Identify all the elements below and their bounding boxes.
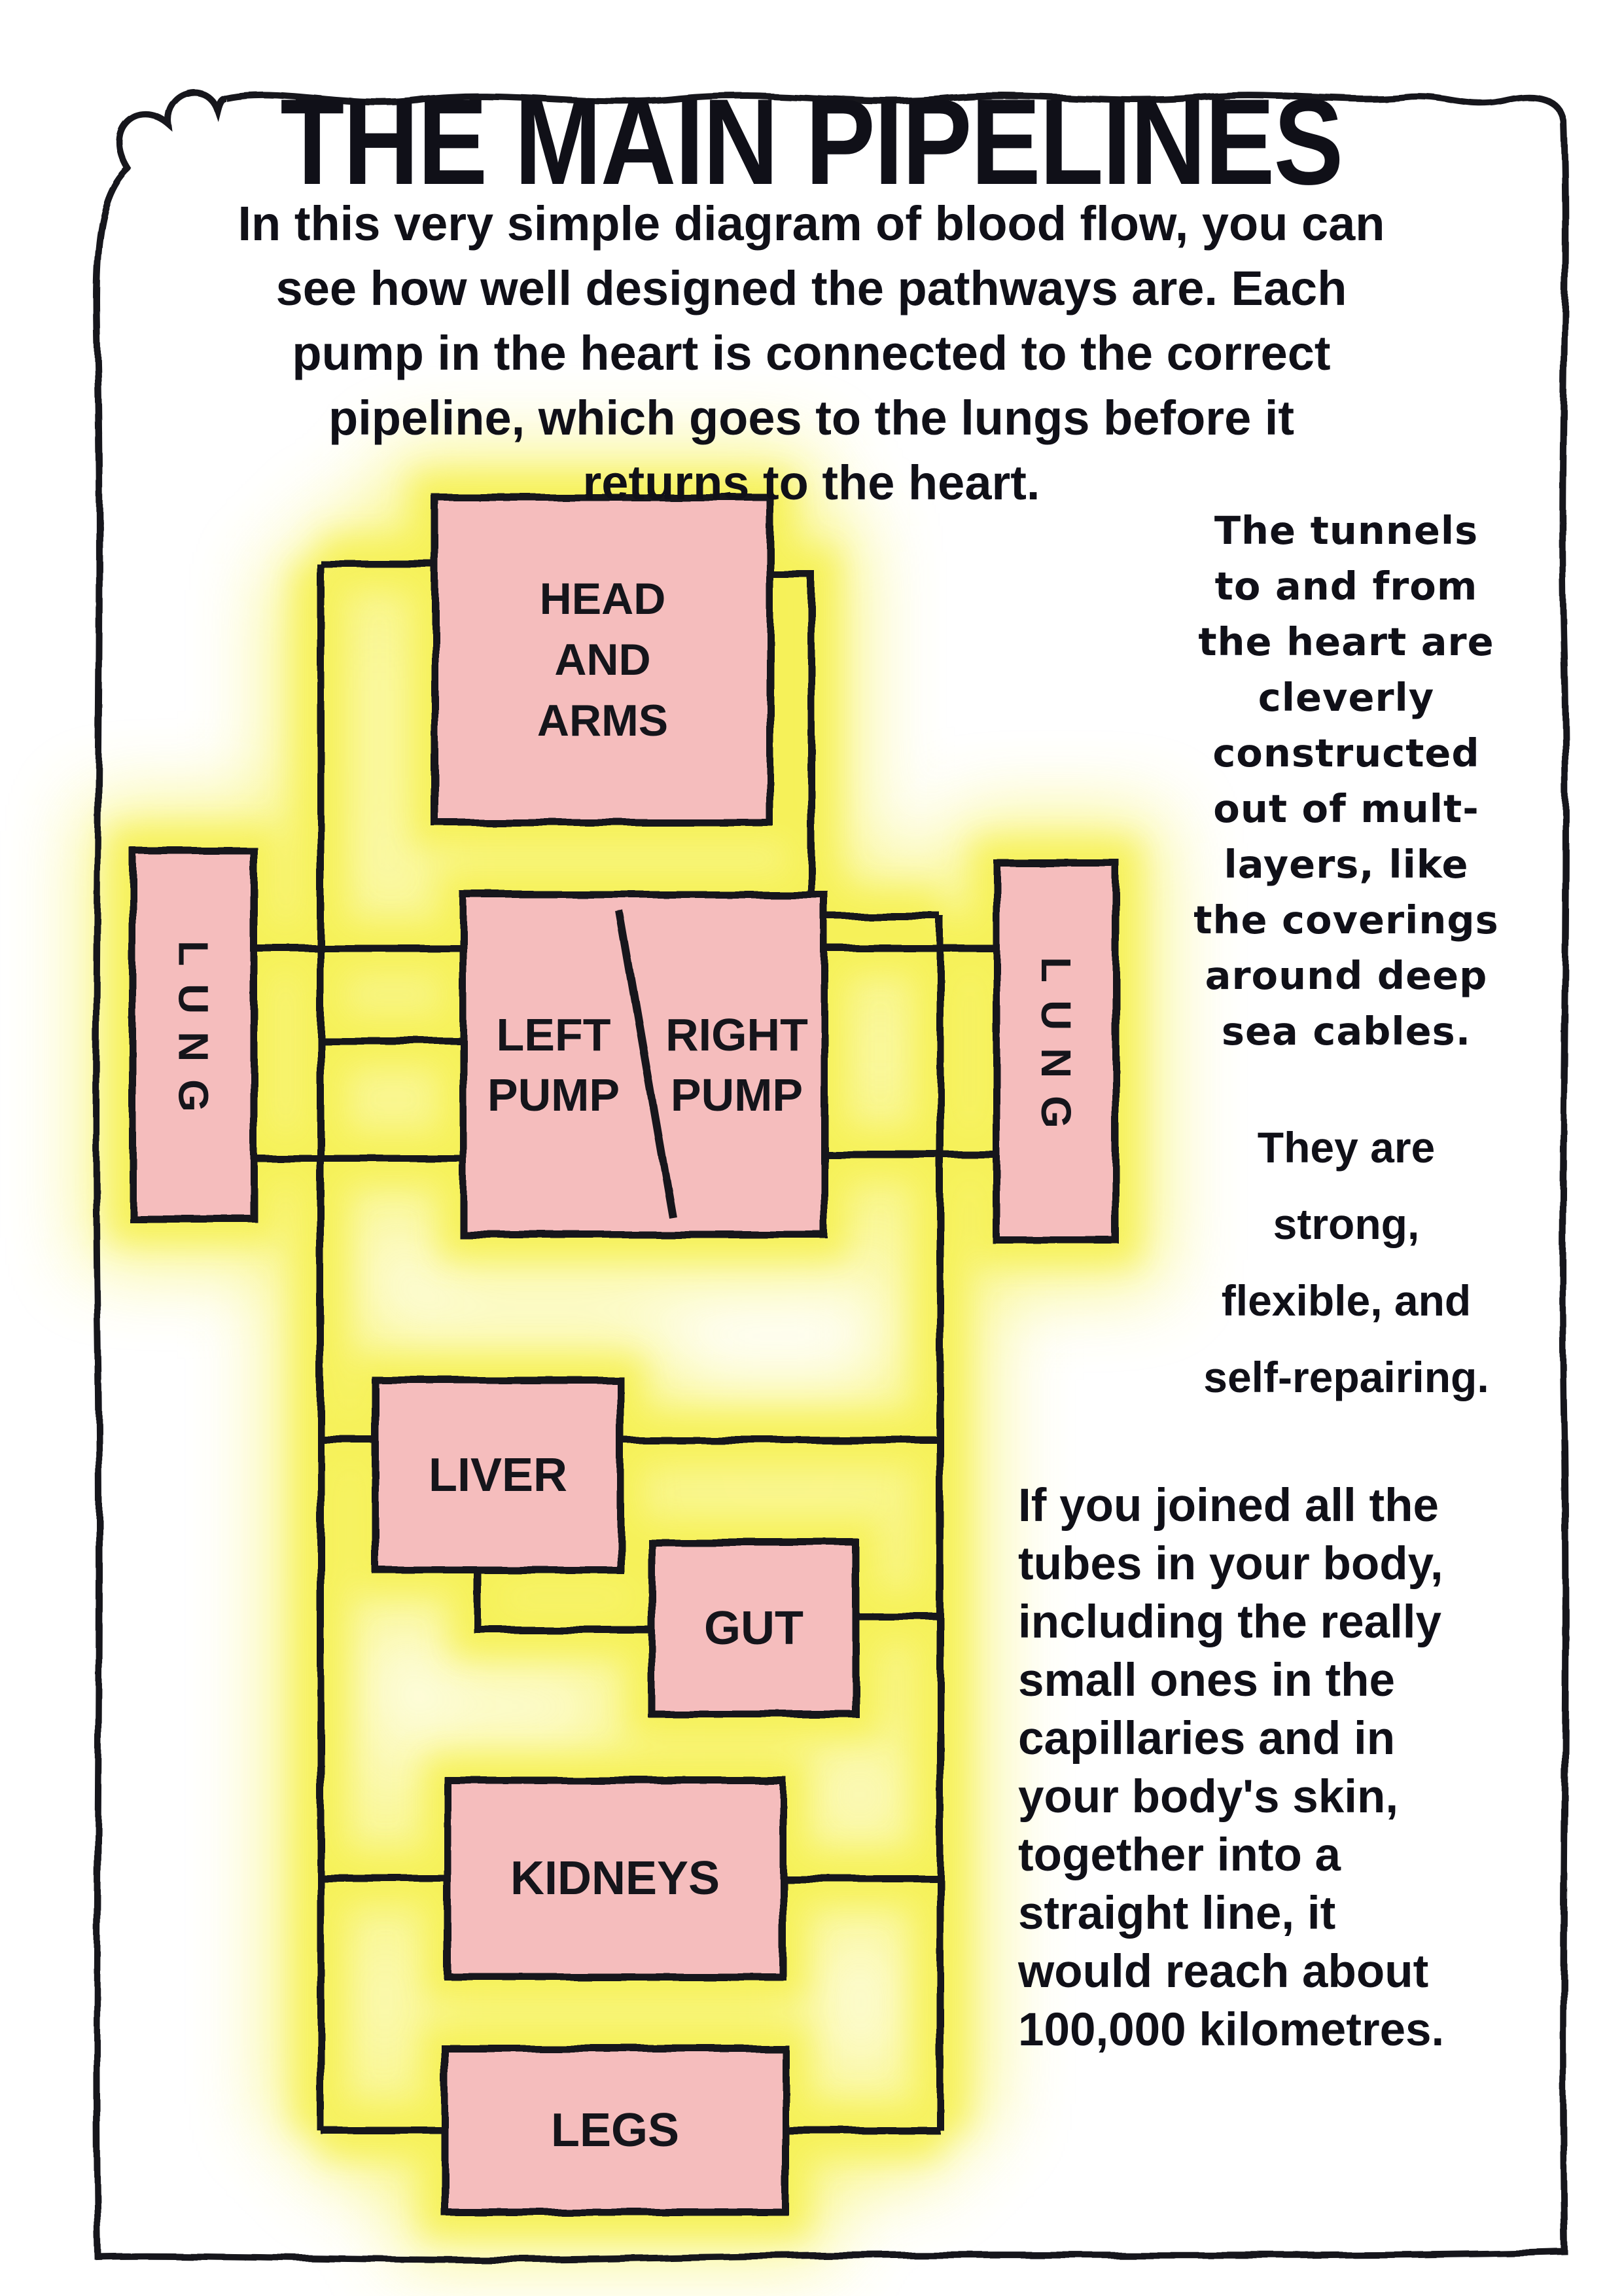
label-line: RIGHT	[665, 1009, 808, 1060]
label-line: LUNG	[1033, 957, 1080, 1146]
note-line: They are	[1257, 1123, 1436, 1172]
note-line: If you joined all the	[1018, 1480, 1439, 1532]
note-line: The tunnels	[1214, 508, 1479, 553]
note-line: sea cables.	[1221, 1009, 1472, 1054]
label-line: LEFT	[496, 1009, 611, 1060]
label-line: GUT	[704, 1602, 803, 1655]
note-line: small ones in the	[1018, 1655, 1396, 1706]
left-pump-label	[466, 895, 641, 1235]
lung-left-label	[133, 851, 254, 1219]
note-tunnels	[1158, 503, 1534, 1059]
note-line: capillaries and in	[1018, 1713, 1396, 1765]
intro-line: In this very simple diagram of blood flow, you can	[238, 196, 1385, 251]
intro-line: returns to the heart.	[582, 456, 1040, 510]
intro-line: see how well designed the pathways are. Each	[275, 261, 1347, 315]
note-line: tubes in your body,	[1018, 1538, 1443, 1590]
note-line: would reach about	[1018, 1946, 1429, 1998]
label-line: PUMP	[487, 1069, 620, 1121]
note-line: 100,000 kilometres.	[1018, 2004, 1445, 2056]
label-line: PUMP	[670, 1069, 803, 1121]
head-and-arms-label	[435, 497, 770, 823]
label-line: LEGS	[550, 2104, 680, 2157]
note-line: the coverings	[1193, 897, 1499, 942]
lung-right-label	[997, 863, 1116, 1240]
note-line: straight line, it	[1018, 1888, 1336, 1939]
label-line: AND	[554, 635, 651, 685]
note-line: the heart are	[1198, 619, 1494, 664]
note-line: including the really	[1018, 1596, 1442, 1648]
right-pump-label	[649, 895, 824, 1235]
label-line: LIVER	[428, 1449, 568, 1501]
label-line: HEAD	[539, 574, 666, 624]
note-line: out of mult-	[1213, 786, 1479, 831]
intro-line: pump in the heart is connected to the correct	[292, 326, 1331, 380]
note-tubes	[1018, 1477, 1548, 2059]
legs-label	[445, 2049, 785, 2212]
note-line: constructed	[1212, 730, 1480, 776]
note-strong	[1158, 1109, 1534, 1416]
note-line: flexible, and	[1221, 1276, 1472, 1325]
note-line: strong,	[1273, 1200, 1420, 1248]
kidneys-label	[448, 1780, 783, 1977]
note-line: to and from	[1214, 564, 1478, 609]
note-line: around deep	[1205, 953, 1488, 998]
page-title: THE MAIN PIPELINES	[280, 73, 1343, 210]
note-line: together into a	[1018, 1829, 1341, 1881]
note-line: self-repairing.	[1203, 1353, 1489, 1401]
label-line: ARMS	[537, 696, 669, 745]
liver-label	[376, 1380, 620, 1570]
label-line: KIDNEYS	[510, 1852, 720, 1905]
note-line: cleverly	[1258, 675, 1435, 720]
intro-line: pipeline, which goes to the lungs before it	[328, 391, 1294, 445]
label-line: LUNG	[169, 940, 217, 1130]
note-line: layers, like	[1224, 842, 1469, 887]
note-line: your body's skin,	[1018, 1771, 1399, 1823]
intro-paragraph	[92, 191, 1531, 515]
gut-label	[652, 1543, 856, 1714]
